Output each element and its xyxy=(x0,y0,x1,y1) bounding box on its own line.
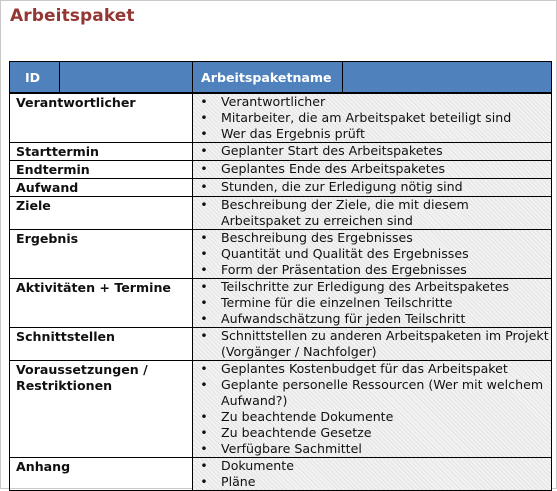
list-item xyxy=(193,197,551,229)
list-item-text: Beschreibung des Ergebnisses xyxy=(221,230,413,245)
bullet-icon: • xyxy=(200,246,208,261)
table-row xyxy=(10,361,552,458)
table-row xyxy=(10,161,552,179)
bullet-icon: • xyxy=(200,161,208,176)
list-item-text: Stunden, die zur Erledigung nötig sind xyxy=(221,179,463,194)
list-item xyxy=(193,143,551,159)
list-item xyxy=(193,361,551,377)
list-item-text: Pläne xyxy=(221,474,256,489)
bullet-list xyxy=(193,361,551,457)
list-item xyxy=(193,246,551,262)
header-spacer-right xyxy=(343,62,552,94)
row-content xyxy=(193,143,552,161)
bullet-icon: • xyxy=(200,377,208,392)
list-item xyxy=(193,161,551,177)
table-row xyxy=(10,230,552,279)
list-item xyxy=(193,230,551,246)
bullet-icon: • xyxy=(200,328,208,343)
bullet-icon: • xyxy=(200,179,208,194)
list-item xyxy=(193,295,551,311)
list-item-text: Geplante personelle Ressourcen (Wer mit welchem Aufwand?) xyxy=(221,377,544,408)
row-content xyxy=(193,328,552,361)
list-item-text: Quantität und Qualität des Ergebnisses xyxy=(221,246,469,261)
list-item xyxy=(193,94,551,110)
bullet-list xyxy=(193,143,551,159)
list-item-text: Form der Präsentation des Ergebnisses xyxy=(221,262,467,277)
list-item xyxy=(193,279,551,295)
table-row xyxy=(10,328,552,361)
list-item-text: Beschreibung der Ziele, die mit diesem Arbeitspaket zu erreichen sind xyxy=(221,197,469,228)
row-label: Aktivitäten + Termine xyxy=(10,279,193,328)
table-row xyxy=(10,143,552,161)
table-header-row xyxy=(10,62,552,94)
table-row xyxy=(10,93,552,143)
list-item xyxy=(193,441,551,457)
list-item-text: Geplantes Kostenbudget für das Arbeitspaket xyxy=(221,361,508,376)
list-item xyxy=(193,409,551,425)
table-row xyxy=(10,458,552,491)
bullet-icon: • xyxy=(200,230,208,245)
header-work-package-name: Arbeitspaketname xyxy=(193,62,343,94)
list-item xyxy=(193,458,551,474)
bullet-list xyxy=(193,94,551,142)
list-item xyxy=(193,110,551,126)
bullet-icon: • xyxy=(200,409,208,424)
list-item xyxy=(193,262,551,278)
bullet-icon: • xyxy=(200,197,208,212)
list-item-text: Verfügbare Sachmittel xyxy=(221,441,362,456)
row-label: Voraussetzungen / Restriktionen xyxy=(10,361,193,458)
list-item xyxy=(193,311,551,327)
list-item-text: Zu beachtende Dokumente xyxy=(221,409,394,424)
list-item-text: Geplantes Ende des Arbeitspaketes xyxy=(221,161,446,176)
list-item-text: Wer das Ergebnis prüft xyxy=(221,126,365,141)
row-label: Verantwortlicher xyxy=(10,93,193,143)
list-item-text: Verantwortlicher xyxy=(221,94,326,109)
row-content xyxy=(193,230,552,279)
row-label: Ergebnis xyxy=(10,230,193,279)
row-label: Aufwand xyxy=(10,179,193,197)
row-content xyxy=(193,161,552,179)
bullet-icon: • xyxy=(200,279,208,294)
table-row xyxy=(10,197,552,230)
bullet-list xyxy=(193,179,551,195)
bullet-icon: • xyxy=(200,441,208,456)
list-item xyxy=(193,328,551,360)
row-content xyxy=(193,279,552,328)
bullet-icon: • xyxy=(200,425,208,440)
row-label: Anhang xyxy=(10,458,193,491)
list-item-text: Dokumente xyxy=(221,458,294,473)
bullet-list xyxy=(193,458,551,490)
row-content xyxy=(193,361,552,458)
list-item xyxy=(193,425,551,441)
list-item xyxy=(193,126,551,142)
list-item-text: Mitarbeiter, die am Arbeitspaket beteiligt sind xyxy=(221,110,512,125)
bullet-list xyxy=(193,197,551,229)
bullet-icon: • xyxy=(200,295,208,310)
row-label: Schnittstellen xyxy=(10,328,193,361)
table-body xyxy=(10,93,552,491)
bullet-icon: • xyxy=(200,126,208,141)
bullet-icon: • xyxy=(200,94,208,109)
list-item-text: Teilschritte zur Erledigung des Arbeitspaketes xyxy=(221,279,510,294)
row-label: Ziele xyxy=(10,197,193,230)
row-content xyxy=(193,179,552,197)
bullet-list xyxy=(193,161,551,177)
list-item-text: Aufwandschätzung für jeden Teilschritt xyxy=(221,311,466,326)
list-item xyxy=(193,474,551,490)
header-spacer xyxy=(60,62,193,94)
bullet-list xyxy=(193,328,551,360)
list-item-text: Zu beachtende Gesetze xyxy=(221,425,372,440)
table-row xyxy=(10,279,552,328)
bullet-icon: • xyxy=(200,143,208,158)
row-content xyxy=(193,197,552,230)
list-item-text: Geplanter Start des Arbeitspaketes xyxy=(221,143,443,158)
bullet-icon: • xyxy=(200,474,208,489)
bullet-list xyxy=(193,230,551,278)
table-row xyxy=(10,179,552,197)
bullet-icon: • xyxy=(200,361,208,376)
bullet-icon: • xyxy=(200,262,208,277)
list-item-text: Termine für die einzelnen Teilschritte xyxy=(221,295,453,310)
bullet-icon: • xyxy=(200,110,208,125)
work-package-table xyxy=(9,61,552,491)
row-label: Endtermin xyxy=(10,161,193,179)
page-title: Arbeitspaket xyxy=(10,6,135,26)
header-id: ID xyxy=(10,62,60,94)
bullet-icon: • xyxy=(200,458,208,473)
row-content xyxy=(193,93,552,143)
row-content xyxy=(193,458,552,491)
row-label: Starttermin xyxy=(10,143,193,161)
list-item xyxy=(193,377,551,409)
list-item xyxy=(193,179,551,195)
bullet-list xyxy=(193,279,551,327)
list-item-text: Schnittstellen zu anderen Arbeitspaketen im Projekt (Vorgänger / Nachfolger) xyxy=(221,328,549,359)
bullet-icon: • xyxy=(200,311,208,326)
